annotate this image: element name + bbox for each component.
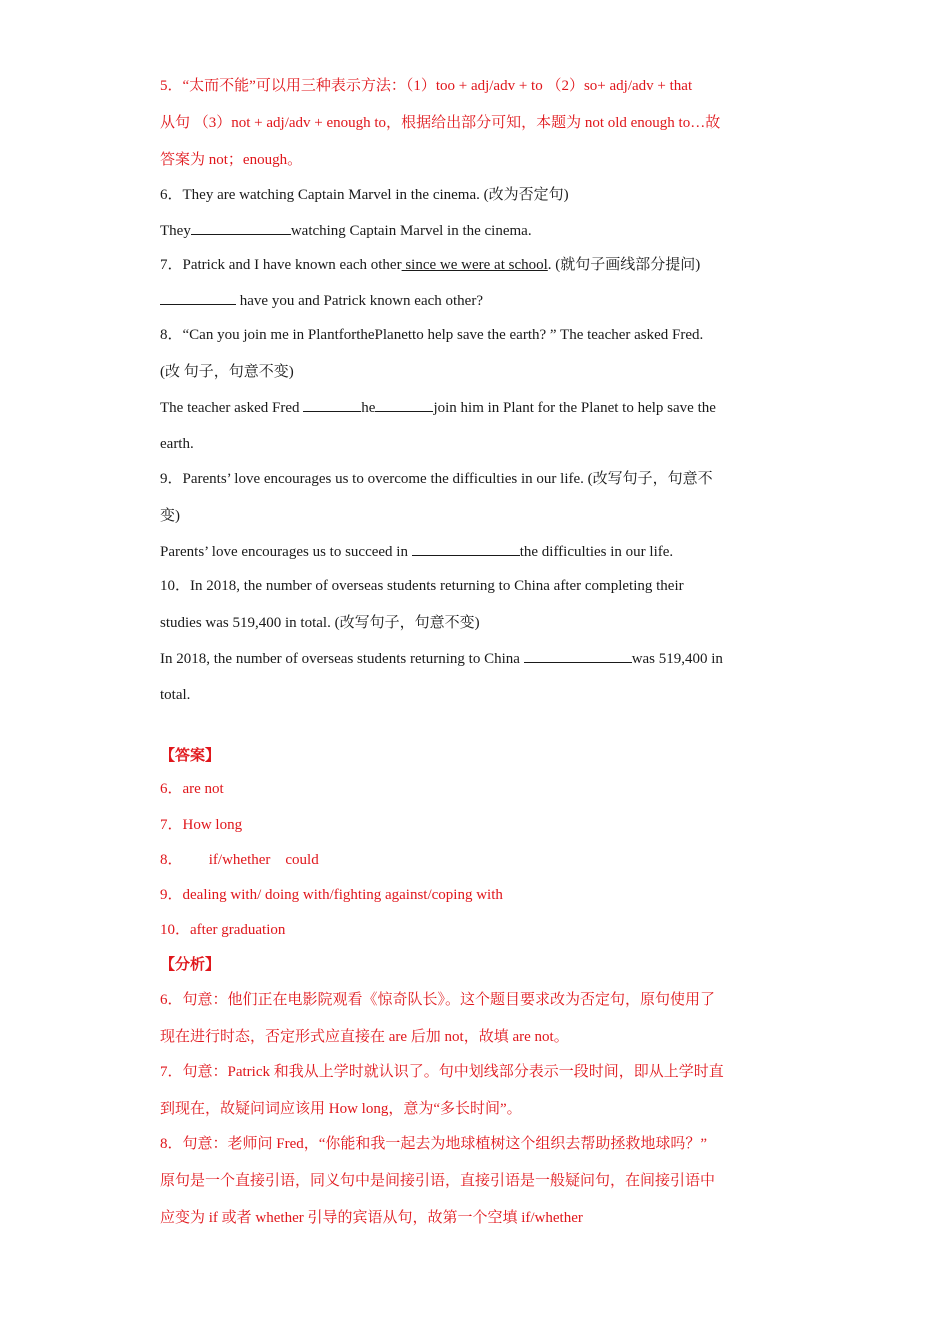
analysis-8-line-2: 原句是一个直接引语，同义句中是间接引语，直接引语是一般疑问句，在间接引语中 (160, 1173, 716, 1189)
analysis-header: 【分析】 (160, 957, 221, 973)
question-9-continued: 变) (160, 508, 180, 524)
question-8: 8．“Can you join me in PlantforthePlanetto help save the earth? ” The teacher asked Fred. (160, 327, 704, 343)
answer-header: 【答案】 (160, 748, 221, 764)
question-8-text-b: he (361, 400, 376, 416)
analysis-7-line-2: 到现在，故疑问词应该用 How long，意为“多长时间”。 (160, 1101, 522, 1117)
answer-6: 6．are not (160, 781, 224, 797)
answer-blank (375, 397, 433, 412)
question-7-text-b: have you and Patrick known each other? (236, 293, 483, 309)
question-9: 9．Parents’ love encourages us to overcome the difficulties in our life. (改写句子，句意不 (160, 471, 713, 487)
question-7-fill (160, 290, 483, 311)
question-7-underlined-part: since we were at school (401, 257, 548, 273)
question-10-fill (160, 648, 723, 669)
question-8-instruction: (改 句子，句意不变) (160, 364, 294, 380)
answer-blank (191, 220, 291, 235)
question-7-instruction: . (就句子画线部分提问) (547, 257, 701, 273)
question-8-continued: earth. (160, 436, 194, 452)
question-10-text-a: In 2018, the number of overseas students returning to China (160, 651, 524, 667)
question-10-text-b: was 519,400 in (631, 651, 723, 667)
answer-9: 9．dealing with/ doing with/fighting against/coping with (160, 887, 503, 903)
question-7-text-a: 7．Patrick and I have known each other (160, 257, 402, 273)
answer-7: 7．How long (160, 817, 243, 833)
answer-8: 8． if/whether could (160, 852, 319, 868)
question-6-text-a: They (160, 223, 191, 239)
question-9-fill (160, 541, 673, 562)
question-9-text-a: Parents’ love encourages us to succeed in (160, 544, 412, 560)
question-6: 6．They are watching Captain Marvel in the cinema. (改为否定句) (160, 187, 569, 203)
question-6-text-b: watching Captain Marvel in the cinema. (290, 223, 532, 239)
analysis-7-line-1: 7．句意：Patrick 和我从上学时就认识了。句中划线部分表示一段时间，即从上学时直 (160, 1064, 724, 1080)
analysis-6-line-1: 6．句意：他们正在电影院观看《惊奇队长》。这个题目要求改为否定句，原句使用了 (160, 992, 716, 1008)
question-8-fill (160, 397, 716, 418)
question-6-fill (160, 220, 532, 241)
question-8-text-c: join him in Plant for the Planet to help save the (433, 400, 716, 416)
analysis-5-line-1: 5．“太而不能”可以用三种表示方法：（1）too + adj/adv + to （2）so+ adj/adv + that (160, 78, 693, 94)
answer-blank (412, 541, 520, 556)
answer-10: 10．after graduation (160, 922, 286, 938)
question-7 (160, 255, 700, 275)
question-8-text-a: The teacher asked Fred (160, 400, 304, 416)
analysis-5-line-3: 答案为 not；enough。 (160, 152, 303, 168)
analysis-8-line-1: 8．句意：老师问 Fred，“你能和我一起去为地球植树这个组织去帮助拯救地球吗？” (160, 1136, 708, 1152)
question-10-continued: studies was 519,400 in total. (改写句子，句意不变) (160, 615, 480, 631)
answer-blank (303, 397, 361, 412)
answer-blank (524, 648, 632, 663)
question-10-end: total. (160, 687, 191, 703)
analysis-5-line-2: 从句 （3）not + adj/adv + enough to，根据给出部分可知，本题为 not old enough to…故 (160, 115, 721, 131)
answer-blank (160, 290, 236, 305)
question-10: 10．In 2018, the number of overseas students returning to China after completing their (160, 578, 684, 594)
question-9-text-b: the difficulties in our life. (519, 544, 674, 560)
analysis-8-line-3: 应变为 if 或者 whether 引导的宾语从句，故第一个空填 if/whether (160, 1210, 583, 1226)
analysis-6-line-2: 现在进行时态，否定形式应直接在 are 后加 not，故填 are not。 (160, 1029, 569, 1045)
